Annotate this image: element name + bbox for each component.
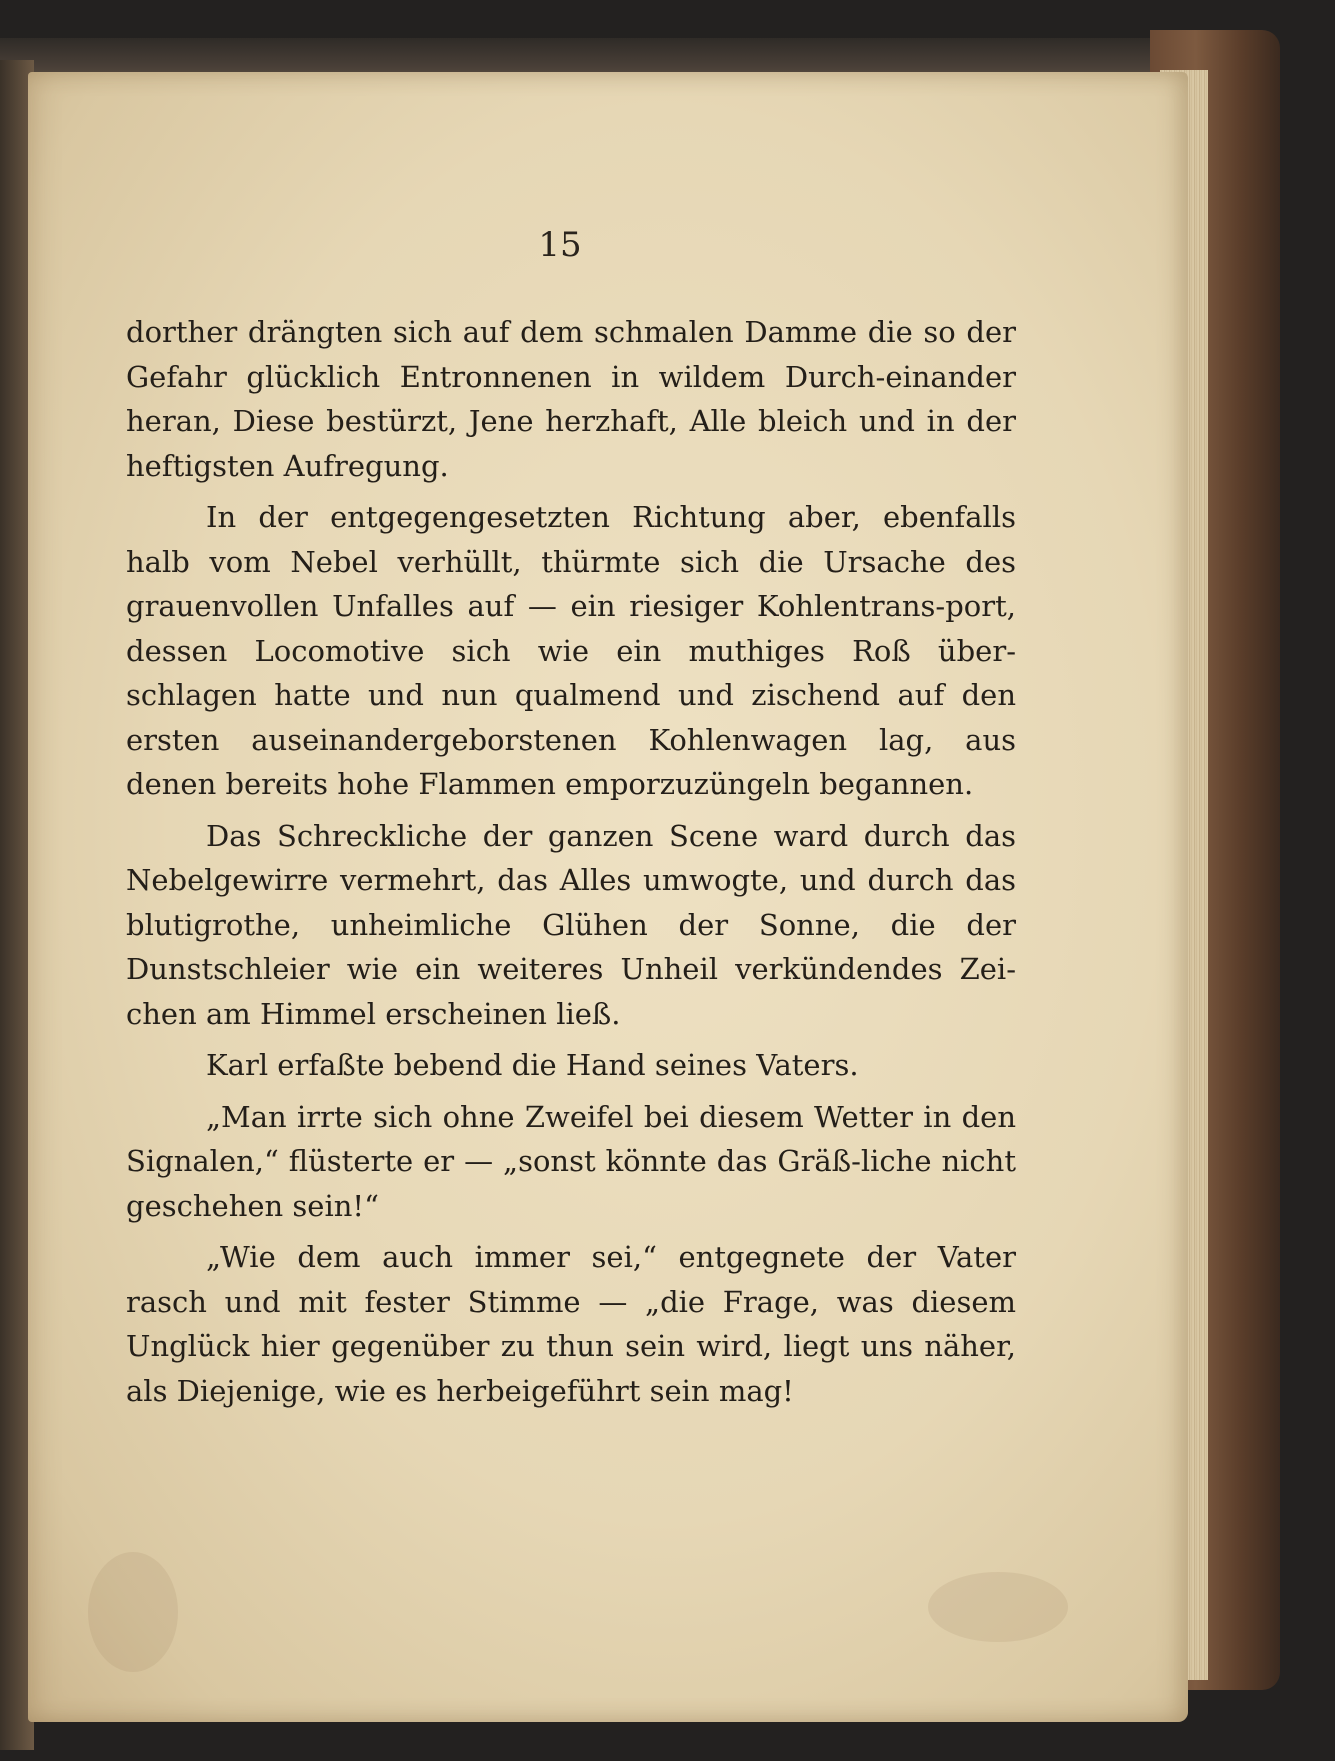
paragraph-4: Karl erfaßte bebend die Hand seines Vaters. bbox=[206, 1048, 859, 1082]
paragraph-2: In der entgegengesetzten Richtung aber, ebenfalls halb vom Nebel verhüllt, thürmte sich die Ursache des grauenvollen Unfalles auf — ein riesiger Kohlentrans-port, dessen Locomotive sich wie ein muthiges Roß über-schlagen hatte und nun qualmend und zischend auf den ersten auseinandergeborstenen Kohlenwagen lag, aus denen bereits hohe Flammen emporzuzüngeln begannen. bbox=[126, 500, 1016, 801]
paragraph-5: „Man irrte sich ohne Zweifel bei diesem Wetter in den Signalen,“ flüsterte er — „sonst könnte das Gräß-liche nicht geschehen sein!“ bbox=[126, 1099, 1016, 1223]
paper-stain bbox=[928, 1572, 1068, 1642]
body-text bbox=[126, 310, 1016, 1420]
page-number: 15 bbox=[538, 225, 582, 265]
paper-stain bbox=[88, 1552, 178, 1672]
paragraph-1: dorther drängten sich auf dem schmalen Damme die so der Gefahr glücklich Entronnenen in wildem Durch-einander heran, Diese bestürzt, Jene herzhaft, Alle bleich und in der heftigsten Aufregung. bbox=[126, 315, 1016, 483]
paragraph-6: „Wie dem auch immer sei,“ entgegnete der Vater rasch und mit fester Stimme — „die Frage, was diesem Unglück hier gegenüber zu thun sein wird, liegt uns näher, als Diejenige, wie es herbeigeführt sein mag! bbox=[126, 1240, 1016, 1408]
paragraph-3: Das Schreckliche der ganzen Scene ward durch das Nebelgewirre vermehrt, das Alles umwogte, und durch das blutigrothe, unheimliche Glühen der Sonne, die der Dunstschleier wie ein weiteres Unheil verkündendes Zei-chen am Himmel erscheinen ließ. bbox=[126, 818, 1016, 1031]
